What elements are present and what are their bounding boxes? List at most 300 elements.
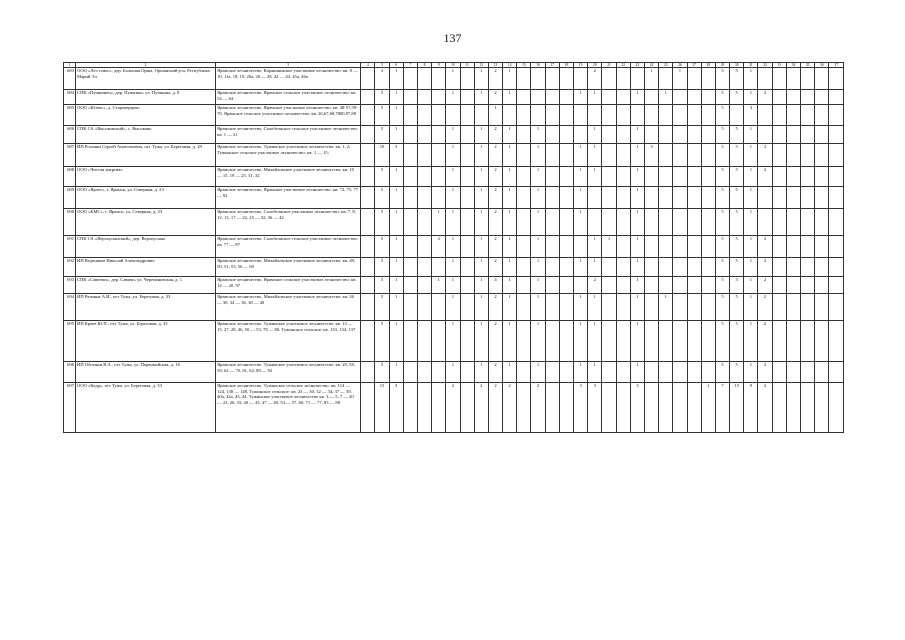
value-cell bbox=[829, 236, 844, 258]
value-cell: 5 bbox=[375, 236, 389, 258]
value-cell bbox=[588, 105, 602, 126]
value-cell: 5 bbox=[715, 90, 729, 105]
value-cell: 3 bbox=[744, 105, 758, 126]
value-cell: 5 bbox=[715, 236, 729, 258]
value-cell bbox=[460, 90, 474, 105]
column-header: 12 bbox=[474, 63, 488, 68]
value-cell: 1 bbox=[503, 167, 517, 187]
value-cell bbox=[403, 362, 417, 383]
column-header: 24 bbox=[644, 63, 658, 68]
value-cell bbox=[801, 90, 815, 105]
row-number: 686 bbox=[64, 126, 76, 144]
value-cell bbox=[801, 277, 815, 294]
value-cell bbox=[772, 236, 786, 258]
value-cell: 1 bbox=[588, 167, 602, 187]
value-cell: 2 bbox=[488, 144, 502, 167]
value-cell: 1 bbox=[659, 90, 673, 105]
value-cell bbox=[602, 383, 616, 433]
value-cell: 5 bbox=[730, 236, 744, 258]
value-cell: 1 bbox=[389, 321, 403, 362]
value-cell bbox=[801, 68, 815, 90]
value-cell: 5 bbox=[730, 167, 744, 187]
value-cell: 1 bbox=[531, 144, 545, 167]
value-cell bbox=[361, 105, 375, 126]
value-cell: 2 bbox=[488, 126, 502, 144]
value-cell bbox=[701, 68, 715, 90]
value-cell: 1 bbox=[630, 362, 644, 383]
table-row bbox=[64, 321, 844, 362]
value-cell: 1 bbox=[574, 294, 588, 321]
value-cell: 5 bbox=[375, 209, 389, 236]
value-cell: 2 bbox=[758, 144, 772, 167]
value-cell bbox=[417, 383, 431, 433]
value-cell: 1 bbox=[630, 167, 644, 187]
column-header: 30 bbox=[730, 63, 744, 68]
row-number: 683 bbox=[64, 68, 76, 90]
value-cell bbox=[801, 187, 815, 209]
value-cell bbox=[829, 277, 844, 294]
value-cell bbox=[417, 236, 431, 258]
value-cell: 1 bbox=[446, 126, 460, 144]
column-header: 4 bbox=[361, 63, 375, 68]
value-cell bbox=[815, 90, 829, 105]
value-cell bbox=[616, 321, 630, 362]
value-cell: 5 bbox=[715, 277, 729, 294]
value-cell: 1 bbox=[389, 90, 403, 105]
column-header: 36 bbox=[815, 63, 829, 68]
value-cell bbox=[361, 294, 375, 321]
value-cell: 1 bbox=[488, 105, 502, 126]
column-header: 14 bbox=[503, 63, 517, 68]
value-cell bbox=[517, 294, 531, 321]
value-cell bbox=[403, 209, 417, 236]
column-header: 25 bbox=[659, 63, 673, 68]
value-cell: 1 bbox=[574, 167, 588, 187]
value-cell bbox=[602, 294, 616, 321]
value-cell: 3 bbox=[644, 144, 658, 167]
forestry-cell: Ярамское лесничество, Михайловское участковое лесничество: кв. 26 — 30, 34 — 36, 38 — 40 bbox=[216, 294, 361, 321]
value-cell bbox=[701, 258, 715, 277]
column-header: 1 bbox=[64, 63, 76, 68]
value-cell: 1 bbox=[446, 321, 460, 362]
value-cell bbox=[801, 167, 815, 187]
value-cell: 2 bbox=[488, 209, 502, 236]
value-cell bbox=[644, 167, 658, 187]
value-cell: 1 bbox=[588, 294, 602, 321]
organization-cell: СПК СА «Верхоусынский», дер. Верхоусыно bbox=[76, 236, 216, 258]
value-cell: 1 bbox=[432, 277, 446, 294]
value-cell bbox=[801, 144, 815, 167]
column-header: 33 bbox=[772, 63, 786, 68]
value-cell: 3 bbox=[389, 383, 403, 433]
value-cell bbox=[673, 236, 687, 258]
value-cell bbox=[432, 258, 446, 277]
value-cell: 2 bbox=[758, 362, 772, 383]
value-cell bbox=[403, 167, 417, 187]
value-cell: 1 bbox=[474, 126, 488, 144]
value-cell bbox=[460, 258, 474, 277]
value-cell bbox=[361, 90, 375, 105]
value-cell bbox=[460, 209, 474, 236]
value-cell: 2 bbox=[488, 362, 502, 383]
value-cell: 5 bbox=[375, 105, 389, 126]
organization-cell: ООО «Лес-плюс», дер. Большая Орша, Оршанский р-н, Республика Марий Эл bbox=[76, 68, 216, 90]
value-cell bbox=[361, 68, 375, 90]
value-cell: 5 bbox=[715, 294, 729, 321]
row-number: 694 bbox=[64, 294, 76, 321]
value-cell bbox=[616, 126, 630, 144]
value-cell bbox=[417, 209, 431, 236]
table-row bbox=[64, 144, 844, 167]
value-cell: 2 bbox=[446, 383, 460, 433]
value-cell: 1 bbox=[588, 362, 602, 383]
column-header: 8 bbox=[417, 63, 431, 68]
forestry-cell: Ярамское лесничество, Ярамское сельское участковое лесничество: кв. 54 — 64 bbox=[216, 90, 361, 105]
value-cell bbox=[772, 209, 786, 236]
value-cell: 5 bbox=[715, 68, 729, 90]
forestry-cell: Ярамское лесничество, Ярамское сельское участковое лесничество: кв. 14 — 20, 97 bbox=[216, 277, 361, 294]
value-cell: 1 bbox=[574, 144, 588, 167]
value-cell: 3 bbox=[389, 144, 403, 167]
table-row bbox=[64, 362, 844, 383]
value-cell: 3 bbox=[375, 68, 389, 90]
value-cell bbox=[673, 294, 687, 321]
value-cell: 3 bbox=[588, 383, 602, 433]
value-cell bbox=[829, 209, 844, 236]
value-cell bbox=[701, 144, 715, 167]
value-cell bbox=[559, 105, 573, 126]
column-header: 19 bbox=[574, 63, 588, 68]
value-cell bbox=[417, 362, 431, 383]
value-cell bbox=[417, 321, 431, 362]
value-cell bbox=[616, 167, 630, 187]
value-cell: 1 bbox=[446, 144, 460, 167]
value-cell bbox=[602, 90, 616, 105]
organization-cell: ООО «Чистая энергия» bbox=[76, 167, 216, 187]
value-cell: 1 bbox=[389, 105, 403, 126]
value-cell: 1 bbox=[531, 277, 545, 294]
value-cell: 1 bbox=[474, 167, 488, 187]
value-cell bbox=[687, 277, 701, 294]
value-cell bbox=[432, 187, 446, 209]
value-cell: 2 bbox=[488, 294, 502, 321]
value-cell: 5 bbox=[730, 209, 744, 236]
value-cell bbox=[815, 68, 829, 90]
value-cell: 1 bbox=[531, 294, 545, 321]
column-header: 21 bbox=[602, 63, 616, 68]
column-header: 34 bbox=[786, 63, 800, 68]
value-cell bbox=[403, 68, 417, 90]
value-cell: 1 bbox=[630, 321, 644, 362]
value-cell bbox=[460, 126, 474, 144]
value-cell bbox=[786, 258, 800, 277]
value-cell bbox=[815, 321, 829, 362]
column-header: 13 bbox=[488, 63, 502, 68]
value-cell bbox=[460, 277, 474, 294]
value-cell: 5 bbox=[375, 362, 389, 383]
row-number: 691 bbox=[64, 236, 76, 258]
value-cell bbox=[786, 187, 800, 209]
column-header: 28 bbox=[701, 63, 715, 68]
value-cell: 1 bbox=[531, 362, 545, 383]
value-cell bbox=[361, 126, 375, 144]
value-cell: 2 bbox=[488, 236, 502, 258]
value-cell: 2 bbox=[758, 258, 772, 277]
value-cell bbox=[432, 68, 446, 90]
value-cell bbox=[616, 294, 630, 321]
value-cell bbox=[574, 236, 588, 258]
value-cell bbox=[786, 209, 800, 236]
value-cell bbox=[786, 294, 800, 321]
value-cell bbox=[588, 209, 602, 236]
value-cell bbox=[801, 383, 815, 433]
data-table bbox=[63, 62, 844, 433]
value-cell: 1 bbox=[446, 187, 460, 209]
row-number: 689 bbox=[64, 187, 76, 209]
value-cell bbox=[559, 167, 573, 187]
value-cell: 1 bbox=[630, 209, 644, 236]
value-cell bbox=[559, 277, 573, 294]
value-cell: 2 bbox=[488, 258, 502, 277]
value-cell bbox=[417, 167, 431, 187]
value-cell bbox=[616, 236, 630, 258]
value-cell bbox=[673, 187, 687, 209]
value-cell: 2 bbox=[758, 383, 772, 433]
value-cell: 1 bbox=[588, 258, 602, 277]
value-cell bbox=[772, 362, 786, 383]
value-cell: 3 bbox=[574, 383, 588, 433]
value-cell: 1 bbox=[446, 236, 460, 258]
value-cell: 1 bbox=[474, 236, 488, 258]
value-cell bbox=[644, 105, 658, 126]
value-cell: 1 bbox=[474, 321, 488, 362]
value-cell: 1 bbox=[389, 277, 403, 294]
value-cell bbox=[829, 68, 844, 90]
value-cell bbox=[786, 68, 800, 90]
value-cell bbox=[772, 144, 786, 167]
value-cell bbox=[559, 321, 573, 362]
value-cell: 1 bbox=[744, 362, 758, 383]
value-cell: 1 bbox=[744, 126, 758, 144]
value-cell bbox=[687, 68, 701, 90]
forestry-cell: Ярамское лесничество, Салобеляское участковое лесничество: кв. 7, 8, 12, 13, 17 — 22, 25 — 32, 36 — 42 bbox=[216, 209, 361, 236]
value-cell: 5 bbox=[730, 294, 744, 321]
row-number: 685 bbox=[64, 105, 76, 126]
value-cell: 5 bbox=[375, 258, 389, 277]
value-cell: 1 bbox=[588, 90, 602, 105]
value-cell bbox=[701, 277, 715, 294]
value-cell bbox=[403, 236, 417, 258]
value-cell bbox=[545, 362, 559, 383]
value-cell: 2 bbox=[488, 68, 502, 90]
value-cell: 1 bbox=[474, 277, 488, 294]
value-cell: 5 bbox=[730, 187, 744, 209]
value-cell: 1 bbox=[630, 236, 644, 258]
value-cell bbox=[815, 209, 829, 236]
value-cell bbox=[574, 68, 588, 90]
value-cell bbox=[574, 126, 588, 144]
value-cell: 1 bbox=[503, 126, 517, 144]
value-cell bbox=[616, 209, 630, 236]
value-cell bbox=[602, 258, 616, 277]
value-cell bbox=[829, 126, 844, 144]
organization-cell: ИП Веденяков Николай Александрович bbox=[76, 258, 216, 277]
value-cell: 2 bbox=[758, 294, 772, 321]
value-cell bbox=[786, 90, 800, 105]
column-header: 18 bbox=[559, 63, 573, 68]
value-cell: 1 bbox=[446, 277, 460, 294]
value-cell: 1 bbox=[588, 126, 602, 144]
value-cell bbox=[801, 209, 815, 236]
page-number: 137 bbox=[443, 31, 462, 45]
value-cell: 1 bbox=[446, 90, 460, 105]
value-cell: 1 bbox=[503, 258, 517, 277]
value-cell bbox=[361, 209, 375, 236]
value-cell bbox=[673, 90, 687, 105]
value-cell: 1 bbox=[389, 258, 403, 277]
table-row bbox=[64, 126, 844, 144]
value-cell bbox=[701, 321, 715, 362]
value-cell bbox=[517, 383, 531, 433]
value-cell bbox=[786, 277, 800, 294]
value-cell bbox=[801, 258, 815, 277]
value-cell bbox=[786, 105, 800, 126]
value-cell bbox=[417, 126, 431, 144]
value-cell bbox=[361, 383, 375, 433]
value-cell: 2 bbox=[758, 236, 772, 258]
value-cell bbox=[531, 105, 545, 126]
value-cell bbox=[403, 187, 417, 209]
value-cell bbox=[361, 258, 375, 277]
value-cell bbox=[644, 236, 658, 258]
value-cell bbox=[545, 126, 559, 144]
value-cell bbox=[361, 187, 375, 209]
value-cell bbox=[545, 277, 559, 294]
value-cell bbox=[659, 236, 673, 258]
value-cell: 1 bbox=[644, 68, 658, 90]
row-number: 692 bbox=[64, 258, 76, 277]
value-cell: 1 bbox=[446, 258, 460, 277]
value-cell bbox=[403, 90, 417, 105]
value-cell: 1 bbox=[574, 187, 588, 209]
value-cell: 1 bbox=[531, 126, 545, 144]
table-row bbox=[64, 383, 844, 433]
value-cell bbox=[786, 144, 800, 167]
value-cell bbox=[460, 187, 474, 209]
value-cell: 5 bbox=[715, 144, 729, 167]
value-cell: 2 bbox=[531, 383, 545, 433]
value-cell bbox=[602, 144, 616, 167]
value-cell: 5 bbox=[715, 105, 729, 126]
value-cell bbox=[673, 383, 687, 433]
value-cell: 1 bbox=[446, 68, 460, 90]
value-cell bbox=[545, 383, 559, 433]
value-cell bbox=[417, 258, 431, 277]
organization-cell: ИП Оботнин В.А., пгт Тужа, ул. Первомайская, д. 16 bbox=[76, 362, 216, 383]
column-header: 11 bbox=[460, 63, 474, 68]
value-cell bbox=[417, 90, 431, 105]
value-cell bbox=[545, 236, 559, 258]
value-cell bbox=[644, 258, 658, 277]
value-cell: 1 bbox=[630, 126, 644, 144]
value-cell: 10 bbox=[375, 144, 389, 167]
value-cell bbox=[772, 105, 786, 126]
value-cell: 1 bbox=[474, 187, 488, 209]
value-cell bbox=[545, 105, 559, 126]
value-cell: 1 bbox=[503, 321, 517, 362]
value-cell bbox=[616, 383, 630, 433]
value-cell bbox=[772, 277, 786, 294]
value-cell bbox=[829, 105, 844, 126]
value-cell bbox=[417, 187, 431, 209]
organization-cell: ИП Рюмина А.И., пгт Тужа, ул. Береговая, д. 33 bbox=[76, 294, 216, 321]
value-cell: 1 bbox=[744, 187, 758, 209]
value-cell bbox=[403, 321, 417, 362]
value-cell bbox=[517, 209, 531, 236]
value-cell bbox=[361, 362, 375, 383]
value-cell bbox=[801, 321, 815, 362]
value-cell: 1 bbox=[446, 294, 460, 321]
value-cell bbox=[361, 167, 375, 187]
value-cell bbox=[602, 105, 616, 126]
value-cell bbox=[559, 144, 573, 167]
value-cell bbox=[815, 258, 829, 277]
value-cell: 5 bbox=[715, 187, 729, 209]
value-cell bbox=[701, 236, 715, 258]
organization-cell: ООО «Ютекс», д. Староверцево bbox=[76, 105, 216, 126]
value-cell: 1 bbox=[630, 144, 644, 167]
value-cell bbox=[559, 126, 573, 144]
value-cell bbox=[659, 362, 673, 383]
column-header: 31 bbox=[744, 63, 758, 68]
forestry-cell: Ярамское лесничество, Михайловское участковое лесничество: кв. 10 — 15, 19 — 25, 31, 32 bbox=[216, 167, 361, 187]
value-cell bbox=[772, 90, 786, 105]
column-header: 22 bbox=[616, 63, 630, 68]
value-cell: 1 bbox=[659, 294, 673, 321]
value-cell bbox=[687, 362, 701, 383]
value-cell: 15 bbox=[730, 383, 744, 433]
organization-cell: ООО «Кедр», пгт Тужа, ул. Береговая, д. 33 bbox=[76, 383, 216, 433]
value-cell: 1 bbox=[744, 294, 758, 321]
value-cell bbox=[545, 90, 559, 105]
value-cell bbox=[559, 187, 573, 209]
forestry-cell: Ярамское лесничество, Тужинское сельское лесничество: кв. 114 — 124, 138 — 148, Тужинское сельское: кв. 25 — 30, 32 — 34, 37 — 39, 40а, 42а, 43, 44, Тужинское участковое лесничество кв. 3 — 5, 7 — 20 — 23, 26, 33, 40 — 43, 47 — 49, 54 — 57, 60, 71 — 77, 83 — 88 bbox=[216, 383, 361, 433]
value-cell bbox=[559, 236, 573, 258]
value-cell bbox=[815, 167, 829, 187]
value-cell: 1 bbox=[744, 144, 758, 167]
value-cell bbox=[687, 383, 701, 433]
value-cell bbox=[460, 167, 474, 187]
column-header: 9 bbox=[432, 63, 446, 68]
value-cell bbox=[687, 321, 701, 362]
forestry-cell: Ярамское лесничество, Салобеляское сельское участковое лесничество: кв. 77 — 87 bbox=[216, 236, 361, 258]
value-cell bbox=[644, 126, 658, 144]
value-cell bbox=[403, 144, 417, 167]
table-row bbox=[64, 90, 844, 105]
column-header: 6 bbox=[389, 63, 403, 68]
value-cell: 4 bbox=[488, 277, 502, 294]
value-cell bbox=[701, 90, 715, 105]
value-cell bbox=[815, 383, 829, 433]
value-cell: 1 bbox=[503, 144, 517, 167]
value-cell: 1 bbox=[474, 144, 488, 167]
value-cell: 1 bbox=[531, 167, 545, 187]
value-cell bbox=[616, 362, 630, 383]
column-header: 27 bbox=[687, 63, 701, 68]
value-cell bbox=[616, 90, 630, 105]
value-cell: 1 bbox=[673, 68, 687, 90]
value-cell bbox=[545, 209, 559, 236]
